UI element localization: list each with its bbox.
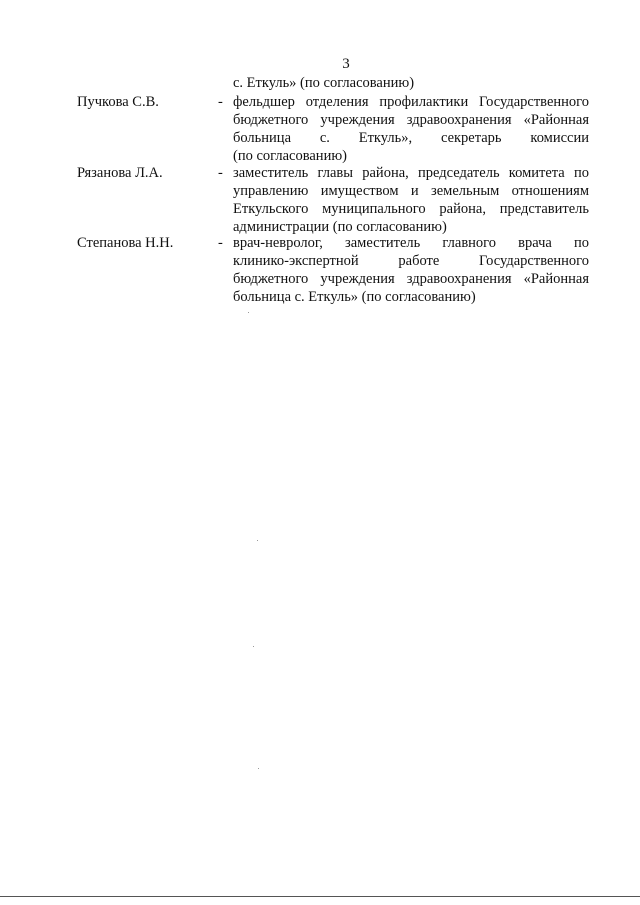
member-description [233,164,589,236]
scan-speck [248,312,249,313]
description-line: (по согласованию) [233,148,347,164]
member-name: Рязанова Л.А. [77,165,163,181]
description-line: больница с. Еткуль» (по согласованию) [233,289,476,305]
continuation-line: с. Еткуль» (по согласованию) [233,75,415,91]
member-description [233,93,589,165]
description-line: больница с. Еткуль», секретарь комиссии [233,130,589,146]
description-line: бюджетного учреждения здравоохранения «Районная [233,271,589,287]
description-line: бюджетного учреждения здравоохранения «Районная [233,112,589,128]
scan-bottom-edge [0,896,640,897]
description-line: клинико-экспертной работе Государственного [233,253,589,269]
member-dash: - [218,235,223,251]
member-name: Степанова Н.Н. [77,235,174,251]
description-line: заместитель главы района, председатель комитета по [233,165,589,181]
description-line: врач-невролог, заместитель главного врача по [233,235,589,251]
scan-speck [257,540,258,541]
member-description [233,234,589,306]
member-name: Пучкова С.В. [77,94,159,110]
scan-speck [253,646,254,647]
description-line: Еткульского муниципального района, представитель [233,201,589,217]
description-line: управлению имуществом и земельным отношениям [233,183,589,199]
member-dash: - [218,94,223,110]
scan-speck [258,768,259,769]
member-dash: - [218,165,223,181]
description-line: фельдшер отделения профилактики Государственного [233,94,589,110]
page-number: 3 [342,56,350,72]
description-line: администрации (по согласованию) [233,219,447,235]
